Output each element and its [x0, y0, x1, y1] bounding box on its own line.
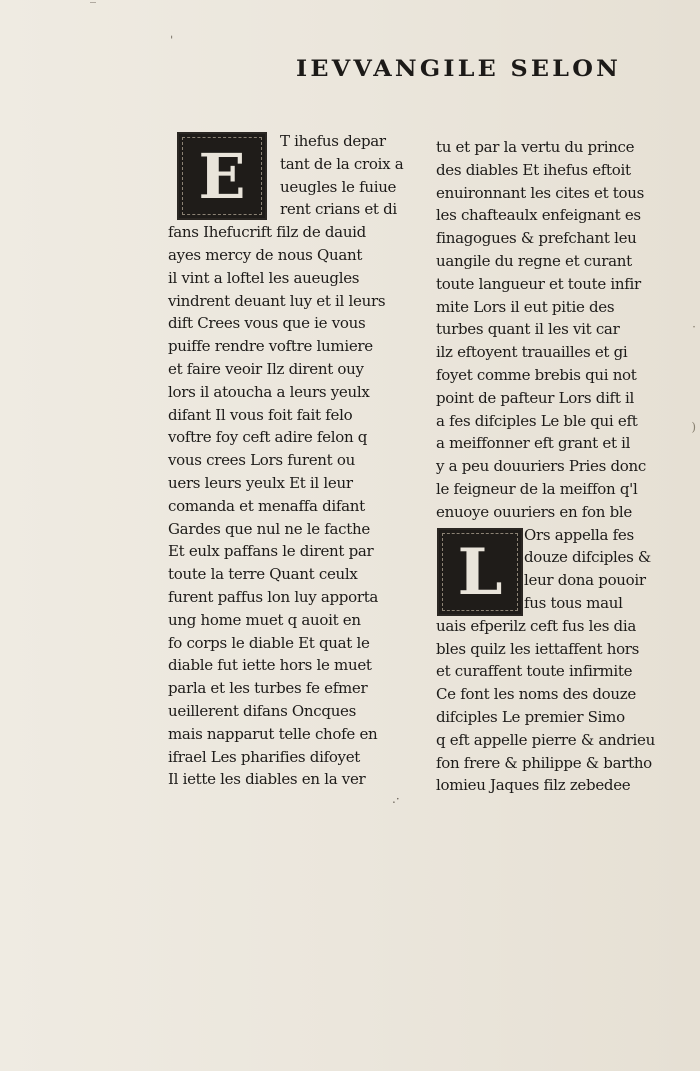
text-line: point de pafteur Lors dift il: [436, 388, 635, 407]
ink-speck: ˈ: [170, 34, 174, 48]
text-line: T ihefus depar: [280, 132, 386, 150]
text-line: lors il atoucha a leurs yeulx: [168, 382, 370, 401]
text-column-right: [436, 136, 668, 797]
text-line: a meiffonner eft grant et il: [436, 434, 631, 453]
text-line: fo corps le diable Et quat le: [168, 633, 370, 652]
text-line: Gardes que nul ne le facthe: [168, 519, 370, 538]
text-line: enuoye ouuriers en fon ble: [436, 502, 632, 521]
running-head: IEVVANGILE SELON: [296, 56, 622, 82]
text-line: mais napparut telle chofe en: [168, 724, 378, 743]
text-line: q eft appelle pierre & andrieu: [436, 730, 655, 749]
text-line: Et eulx paffans le dirent par: [168, 542, 374, 561]
text-line: fon frere & philippe & bartho: [436, 753, 652, 772]
text-line: toute la terre Quant ceulx: [168, 565, 358, 584]
text-line: y a peu douuriers Pries donc: [436, 457, 646, 476]
text-line: fus tous maul: [524, 593, 623, 612]
text-line: vous crees Lors furent ou: [168, 451, 355, 470]
text-column-left: [168, 130, 404, 791]
text-line: il vint a loftel les aueugles: [168, 268, 360, 287]
text-line: ifrael Les pharifies difoyet: [168, 747, 361, 766]
text-line: difciples Le premier Simo: [436, 707, 625, 726]
text-line: lomieu Jaques filz zebedee: [436, 776, 631, 795]
text-line: et faire veoir Ilz dirent ouy: [168, 359, 364, 378]
text-line: des diables Et ihefus eftoit: [436, 160, 631, 179]
text-line: vindrent deuant luy et il leurs: [168, 291, 386, 310]
show-through-text: [316, 92, 426, 108]
text-line: dift Crees vous que ie vous: [168, 314, 366, 333]
ink-speck: ‾: [90, 0, 96, 14]
text-line: uers leurs yeulx Et il leur: [168, 473, 353, 492]
text-line: Ce font les noms des douze: [436, 685, 636, 704]
text-line: uangile du regne et curant: [436, 251, 632, 270]
text-line: uais efperilz ceft fus les dia: [436, 616, 636, 635]
page-edge-mark: ): [691, 420, 696, 434]
initial-letter: E: [198, 139, 246, 213]
text-line: Ors appella fes: [524, 525, 634, 544]
text-line: et curaffent toute infirmite: [436, 662, 633, 681]
text-line: ilz eftoyent trauailles et gi: [436, 343, 628, 362]
text-line: comanda et menaffa difant: [168, 496, 365, 515]
text-line: tu et par la vertu du prince: [436, 138, 635, 156]
page-edge-mark: ·: [692, 320, 696, 334]
text-line: douze difciples &: [524, 548, 651, 567]
text-line: ung home muet q auoit en: [168, 610, 361, 629]
text-line: furent paffus lon luy apporta: [168, 587, 379, 606]
text-line: puiffe rendre voftre lumiere: [168, 337, 373, 356]
text-line: ayes mercy de nous Quant: [168, 245, 363, 264]
text-line: rent crians et di: [280, 200, 397, 219]
text-line: a fes difciples Le ble qui eft: [436, 411, 638, 430]
text-line: turbes quant il les vit car: [436, 320, 620, 339]
text-line: fans Ihefucrift filz de dauid: [168, 223, 366, 242]
text-line: parla et les turbes fe efmer: [168, 679, 368, 698]
text-line: le feigneur de la meiffon q'l: [436, 479, 638, 498]
initial-letter: L: [457, 534, 503, 610]
text-line: tant de la croix a: [280, 154, 404, 173]
text-line: Il iette les diables en la ver: [168, 770, 366, 789]
text-line: enuironnant les cites et tous: [436, 183, 645, 202]
text-line: mite Lors il eut pitie des: [436, 297, 615, 316]
text-line: leur dona pouoir: [524, 571, 646, 590]
text-line: ueillerent difans Oncques: [168, 701, 357, 720]
text-line: toute langueur et toute infir: [436, 274, 641, 293]
ink-speck: .·: [392, 792, 400, 806]
text-line: finagogues & prefchant leu: [436, 229, 637, 248]
text-line: diable fut iette hors le muet: [168, 656, 372, 675]
text-line: les chafteaulx enfeignant es: [436, 206, 641, 225]
text-line: ueugles le fuiue: [280, 177, 397, 196]
text-line: bles quilz les iettaffent hors: [436, 639, 640, 658]
text-line: voftre foy ceft adire felon q: [168, 428, 368, 447]
text-line: difant Il vous foit fait felo: [168, 405, 353, 424]
text-line: foyet comme brebis qui not: [436, 365, 637, 384]
